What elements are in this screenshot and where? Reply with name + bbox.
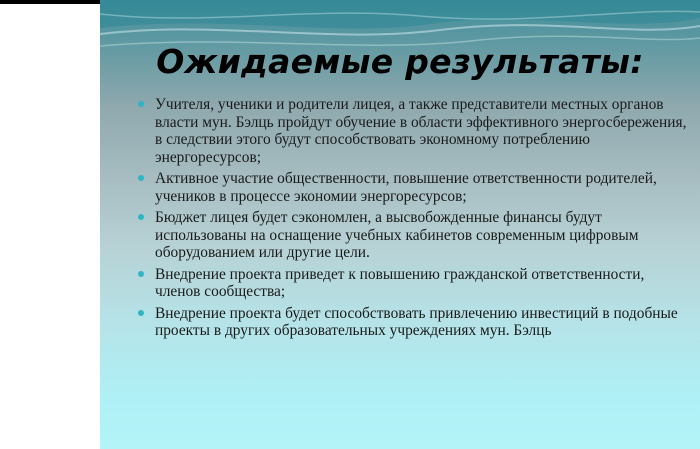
list-item <box>138 305 690 340</box>
presentation-slide <box>100 0 700 449</box>
bullet-icon <box>138 310 144 316</box>
bullet-icon <box>138 101 144 107</box>
list-item-text: Активное участие общественности, повышение ответственности родителей, учеников в процессе экономии энергоресурсов; <box>155 170 657 205</box>
slide-title: Ожидаемые результаты: <box>156 42 644 81</box>
bullet-icon <box>138 175 144 181</box>
list-item <box>138 96 690 166</box>
list-item-text: Внедрение проекта будет способствовать привлечению инвестиций в подобные проекты в других образовательных учреждениях мун. Бэлць <box>155 304 678 339</box>
list-item-text: Учителя, ученики и родители лицея, а также представители местных органов власти мун. Бэлць пройдут обучение в области эффективного энергосбережения, в следствии этого будут способствовать экономному потреблению энергоресурсов; <box>155 96 687 166</box>
list-item-text: Внедрение проекта приведет к повышению гражданской ответственности, членов сообщества; <box>155 265 645 300</box>
bullet-list <box>138 96 690 344</box>
bullet-icon <box>138 271 144 277</box>
corner-bar <box>0 0 100 4</box>
list-item <box>138 170 690 205</box>
list-item <box>138 266 690 301</box>
list-item <box>138 209 690 262</box>
list-item-text: Бюджет лицея будет сэкономлен, а высвобожденные финансы будут использованы на оснащение учебных кабинетов современным цифровым оборудованием или другие цели. <box>155 209 639 261</box>
bullet-icon <box>138 214 144 220</box>
